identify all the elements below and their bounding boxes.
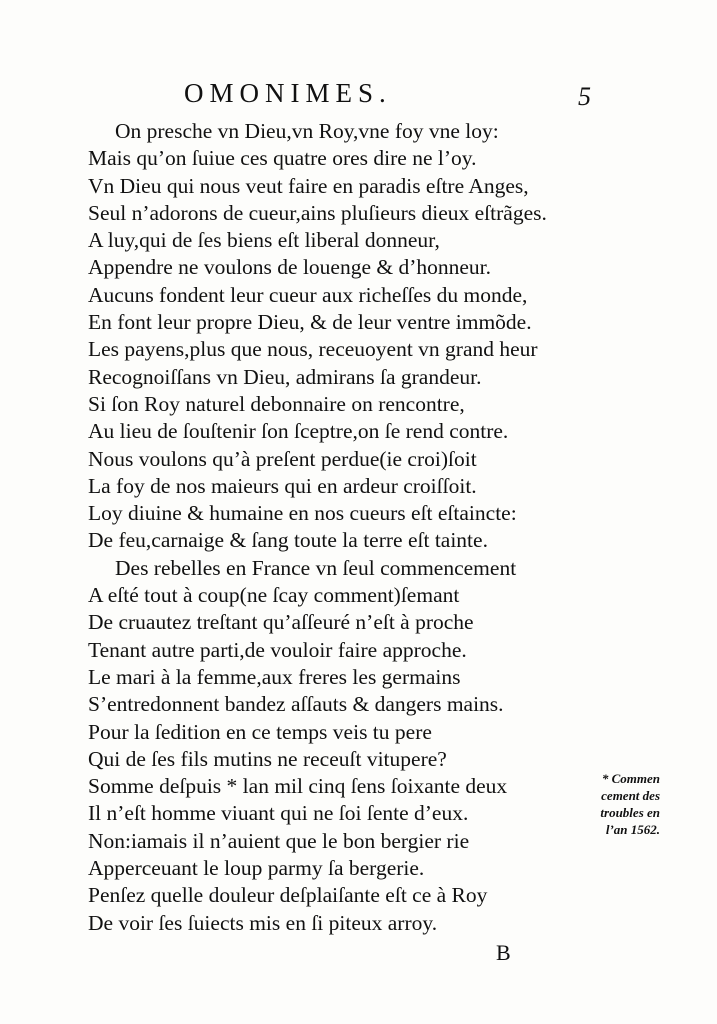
verse-line: De cruautez treſtant qu’aſſeuré n’eſt à proche (88, 610, 474, 635)
marginal-note-line: l’an 1562. (605, 822, 660, 837)
marginal-note (580, 770, 660, 838)
marginal-note-line: troubles en (600, 805, 660, 820)
signature-mark: B (496, 940, 511, 965)
running-head: OMONIMES. (184, 78, 392, 108)
verse-line: Appendre ne voulons de louenge & d’honneur. (88, 255, 492, 280)
verse-line: Non:iamais il n’auient que le bon bergier rie (88, 828, 470, 853)
verse-line: Il n’eſt homme viuant qui ne ſoi ſente d’eux. (88, 801, 469, 826)
verse-line: Le mari à la femme,aux freres les germains (88, 664, 461, 689)
verse-line: Les payens,plus que nous, receuoyent vn grand heur (88, 337, 538, 362)
verse-line: La foy de nos maieurs qui en ardeur croiſſoit. (88, 473, 477, 498)
verse-line: A eſté tout à coup(ne ſcay comment)ſemant (88, 583, 460, 608)
page-number: 5 (578, 82, 591, 111)
verse-line: Somme deſpuis * lan mil cinq ſens ſoixante deux (88, 774, 508, 799)
verse-line: Pour la ſedition en ce temps veis tu pere (88, 719, 432, 744)
marginal-note-line: * Commen (601, 771, 660, 786)
verse-line: Des rebelles en France vn ſeul commencement (115, 555, 517, 580)
verse-line: Nous voulons qu’à preſent perdue(ie croi)ſoit (88, 446, 477, 471)
verse-line: A luy,qui de ſes biens eſt liberal donneur, (88, 228, 440, 253)
verse-line: En font leur propre Dieu, & de leur ventre immõde. (88, 310, 532, 335)
verse-line: Vn Dieu qui nous veut faire en paradis eſtre Anges, (88, 173, 529, 198)
verse-line: Tenant autre parti,de vouloir faire approche. (88, 637, 467, 662)
verse-line: Mais qu’on ſuiue ces quatre ores dire ne l’oy. (88, 146, 477, 171)
verse-line: Recognoiſſans vn Dieu, admirans ſa grandeur. (88, 364, 482, 389)
verse-line: Au lieu de ſouſtenir ſon ſceptre,on ſe rend contre. (88, 419, 509, 444)
verse-line: Si ſon Roy naturel debonnaire on rencontre, (88, 391, 465, 416)
marginal-note-line: cement des (601, 788, 660, 803)
verse-line: Apperceuant le loup parmy ſa bergerie. (88, 856, 425, 881)
verse-line: Seul n’adorons de cueur,ains pluſieurs dieux eſtrãges. (88, 200, 547, 225)
poem-text (88, 118, 608, 937)
verse-line: Penſez quelle douleur deſplaiſante eſt ce à Roy (88, 883, 488, 908)
verse-line: Loy diuine & humaine en nos cueurs eſt eſtaincte: (88, 501, 517, 526)
verse-line: Qui de ſes fils mutins ne receuſt vitupere? (88, 746, 447, 771)
verse-line: De feu,carnaige & ſang toute la terre eſt tainte. (88, 528, 488, 553)
verse-line: De voir ſes ſuiects mis en ſi piteux arroy. (88, 910, 438, 935)
verse-line: S’entredonnent bandez aſſauts & dangers mains. (88, 692, 504, 717)
verse-line: Aucuns fondent leur cueur aux richeſſes du monde, (88, 282, 528, 307)
verse-line: On presche vn Dieu,vn Roy,vne foy vne loy: (115, 119, 499, 143)
